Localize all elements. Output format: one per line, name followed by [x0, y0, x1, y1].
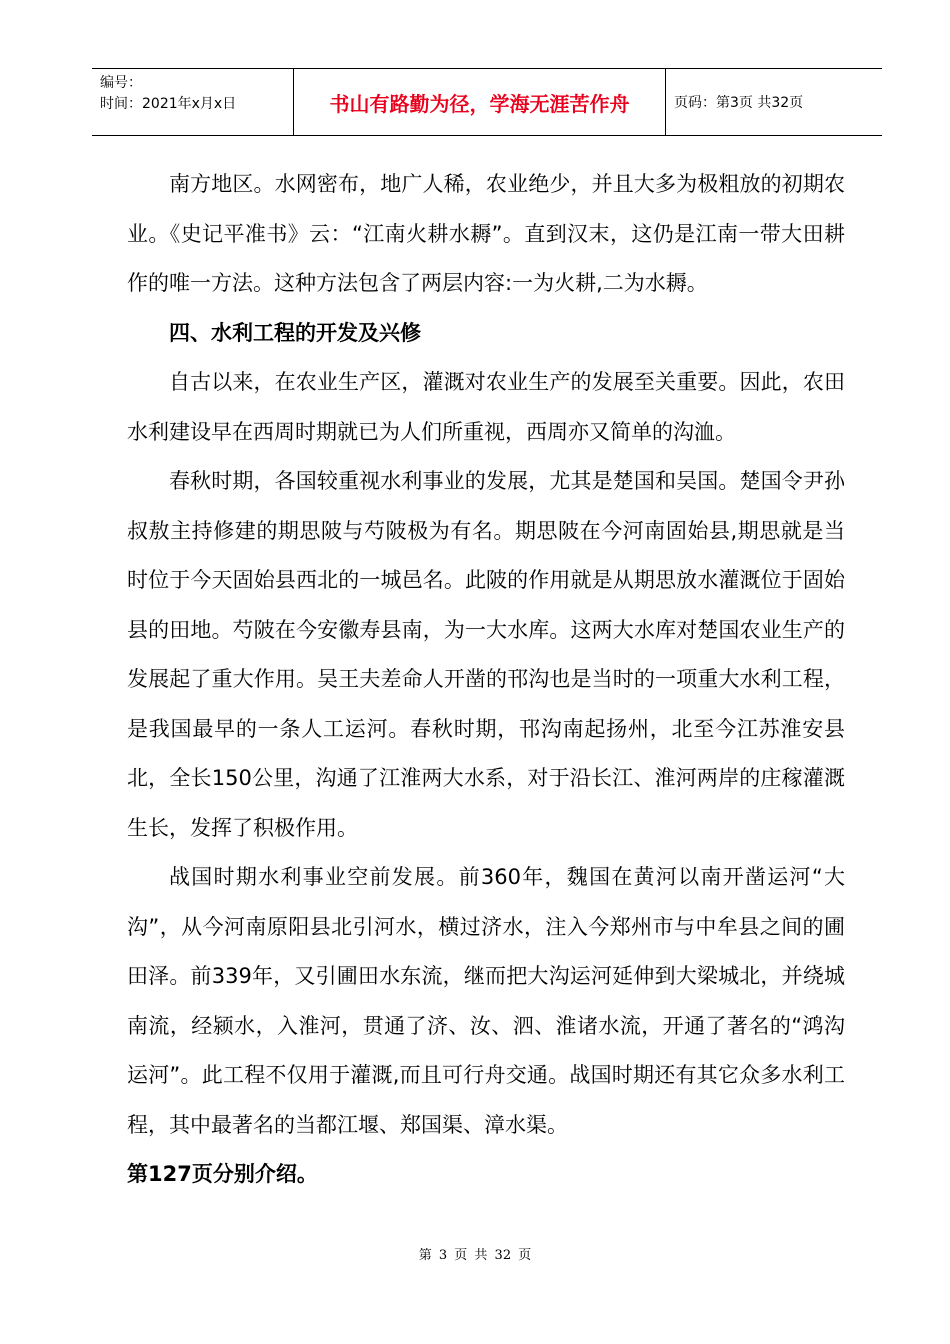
- paragraph-5: 第127页分别介绍。: [127, 1162, 318, 1186]
- document-number-label: 编号：: [100, 75, 142, 91]
- document-time-label: 时间：2021年x月x日: [100, 96, 237, 112]
- page-footer: 第 3 页 共 32 页: [418, 1248, 532, 1263]
- paragraph-3: 春秋时期，各国较重视水利事业的发展，尤其是楚国和吴国。楚国令尹孙叔敖主持修建的期思陂与芍陂极为有名。期思陂在今河南固始县,期思就是当时位于今天固始县西北的一城邑名。此陂的作用就是从期思放水灌溉位于固始县的田地。芍陂在今安徽寿县南，为一大水库。这两大水库对楚国农业生产的发展起了重大作用。吴王夫差命人开凿的邗沟也是当时的一项重大水利工程，是我国最早的一条人工运河。春秋时期，邗沟南起扬州，北至今江苏淮安县北，全长150公里，沟通了江淮两大水系，对于沿长江、淮河两岸的庄稼灌溉生长，发挥了积极作用。: [127, 469, 845, 840]
- header-motto: 书山有路勤为径，学海无涯苦作舟: [294, 69, 666, 135]
- page-header: [92, 68, 882, 136]
- paragraph-1: 南方地区。水网密布，地广人稀，农业绝少，并且大多为极粗放的初期农业。《史记平准书》云：“江南火耕水耨”。直到汉末，这仍是江南一带大田耕作的唯一方法。这种方法包含了两层内容:一为火耕,二为水耨。: [127, 172, 845, 295]
- header-page-code: 页码：第3页 共32页: [674, 95, 804, 111]
- header-meta-cell: [92, 69, 294, 135]
- document-body: [127, 160, 845, 1200]
- paragraph-4: 战国时期水利事业空前发展。前360年，魏国在黄河以南开凿运河“大沟”，从今河南原阳县北引河水，横过济水，注入今郑州市与中牟县之间的圃田泽。前339年，又引圃田水东流，继而把大沟运河延伸到大梁城北，并绕城南流，经颍水，入淮河，贯通了济、汝、泗、淮诸水流，开通了著名的“鸿沟运河”。此工程不仅用于灌溉,而且可行舟交通。战国时期还有其它众多水利工程，其中最著名的当都江堰、郑国渠、漳水渠。: [127, 865, 845, 1137]
- paragraph-2: 自古以来，在农业生产区，灌溉对农业生产的发展至关重要。因此，农田水利建设早在西周时期就已为人们所重视，西周亦又简单的沟洫。: [127, 370, 845, 444]
- section-heading: 四、水利工程的开发及兴修: [169, 320, 421, 345]
